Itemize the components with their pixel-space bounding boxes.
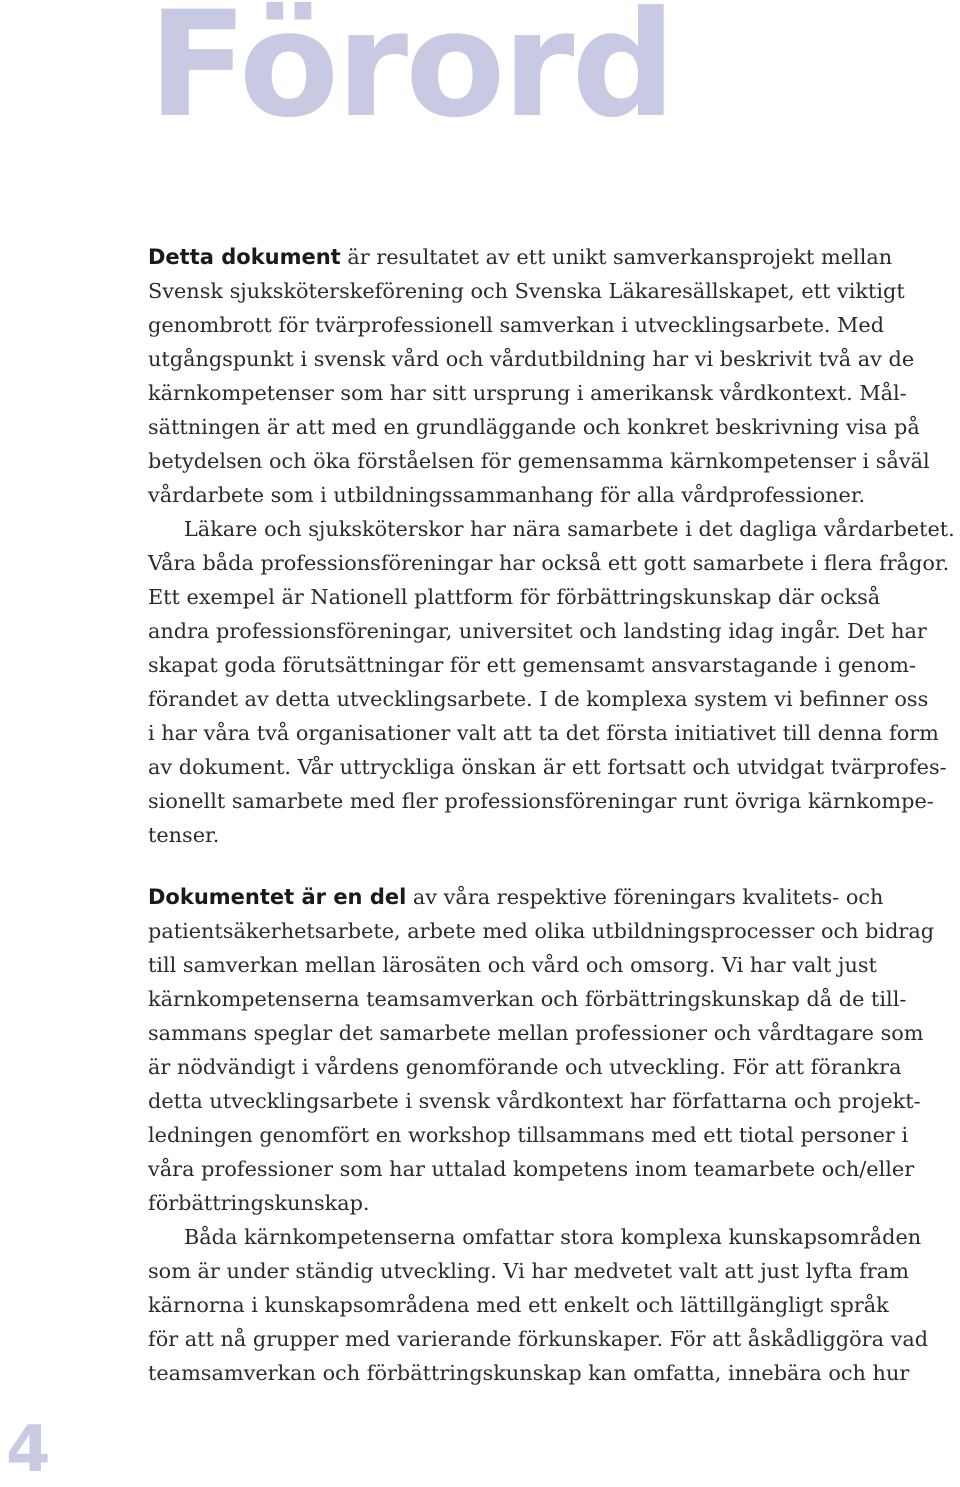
text-line: är nödvändigt i vårdens genomförande och utveckling. För att förankra	[148, 1055, 902, 1079]
text-line: förbättringskunskap.	[148, 1191, 370, 1215]
text-line: Svensk sjuksköterskeförening och Svenska Läkaresällskapet, ett viktigt	[148, 279, 905, 303]
text-line: tenser.	[148, 823, 220, 847]
section-intro	[148, 240, 955, 852]
text-line: genombrott för tvärprofessionell samverkan i utvecklingsarbete. Med	[148, 313, 885, 337]
text-line: betydelsen och öka förståelsen för gemensamma kärnkompetenser i såväl	[148, 449, 930, 473]
text-line: för att nå grupper med varierande förkunskaper. För att åskådliggöra vad	[148, 1327, 929, 1351]
text-line: till samverkan mellan lärosäten och vård och omsorg. Vi har valt just	[148, 953, 877, 977]
lead-in-heading: Detta dokument	[148, 245, 341, 269]
text-line: sammans speglar det samarbete mellan professioner och vårdtagare som	[148, 1021, 924, 1045]
paragraph	[148, 1220, 948, 1390]
paragraph	[148, 512, 955, 852]
text-line: patientsäkerhetsarbete, arbete med olika utbildningsprocesser och bidrag	[148, 919, 935, 943]
text-line: vårdarbete som i utbildningssammanhang för alla vårdprofessioner.	[148, 483, 866, 507]
text-line: Båda kärnkompetenserna omfattar stora komplexa kunskapsområden	[184, 1225, 922, 1249]
text-line: Ett exempel är Nationell plattform för förbättringskunskap där också	[148, 585, 881, 609]
text-line: Detta dokument är resultatet av ett unikt samverkansprojekt mellan	[148, 245, 893, 269]
text-line: detta utvecklingsarbete i svensk vårdkontext har författarna och projekt-	[148, 1089, 921, 1113]
text-line: sättningen är att med en grundläggande och konkret beskrivning visa på	[148, 415, 920, 439]
text-line: våra professioner som har uttalad kompetens inom teamarbete och/eller	[148, 1157, 915, 1181]
paragraph	[148, 240, 948, 512]
paragraph	[148, 880, 948, 1220]
section-background	[148, 880, 948, 1390]
text-line: Dokumentet är en del av våra respektive föreningars kvalitets- och	[148, 885, 884, 909]
page-title: Förord	[148, 0, 673, 150]
text-line: sionellt samarbete med fler professionsföreningar runt övriga kärnkompe-	[148, 789, 934, 813]
text-line: kärnkompetenserna teamsamverkan och förbättringskunskap då de till-	[148, 987, 907, 1011]
text-line: Våra båda professionsföreningar har också ett gott samarbete i flera frågor.	[148, 551, 950, 575]
text-line: förandet av detta utvecklingsarbete. I de komplexa system vi befinner oss	[148, 687, 929, 711]
text-line: kärnorna i kunskapsområdena med ett enkelt och lättillgängligt språk	[148, 1293, 889, 1317]
lead-in-heading: Dokumentet är en del	[148, 885, 407, 909]
text-line: andra professionsföreningar, universitet och landsting idag ingår. Det har	[148, 619, 927, 643]
text-line: teamsamverkan och förbättringskunskap kan omfatta, innebära och hur	[148, 1361, 910, 1385]
text-line: ledningen genomfört en workshop tillsammans med ett tiotal personer i	[148, 1123, 909, 1147]
text-line: skapat goda förutsättningar för ett gemensamt ansvarstagande i genom-	[148, 653, 916, 677]
text-line: kärnkompetenser som har sitt ursprung i amerikansk vårdkontext. Mål-	[148, 381, 907, 405]
text-line: Läkare och sjuksköterskor har nära samarbete i det dagliga vårdarbetet.	[184, 517, 955, 541]
text-line: av dokument. Vår uttryckliga önskan är ett fortsatt och utvidgat tvärprofes-	[148, 755, 947, 779]
text-line: som är under ständig utveckling. Vi har medvetet valt att just lyfta fram	[148, 1259, 909, 1283]
page-number: 4	[6, 1413, 51, 1487]
text-line: utgångspunkt i svensk vård och vårdutbildning har vi beskrivit två av de	[148, 347, 915, 371]
text-line: i har våra två organisationer valt att ta det första initiativet till denna form	[148, 721, 939, 745]
